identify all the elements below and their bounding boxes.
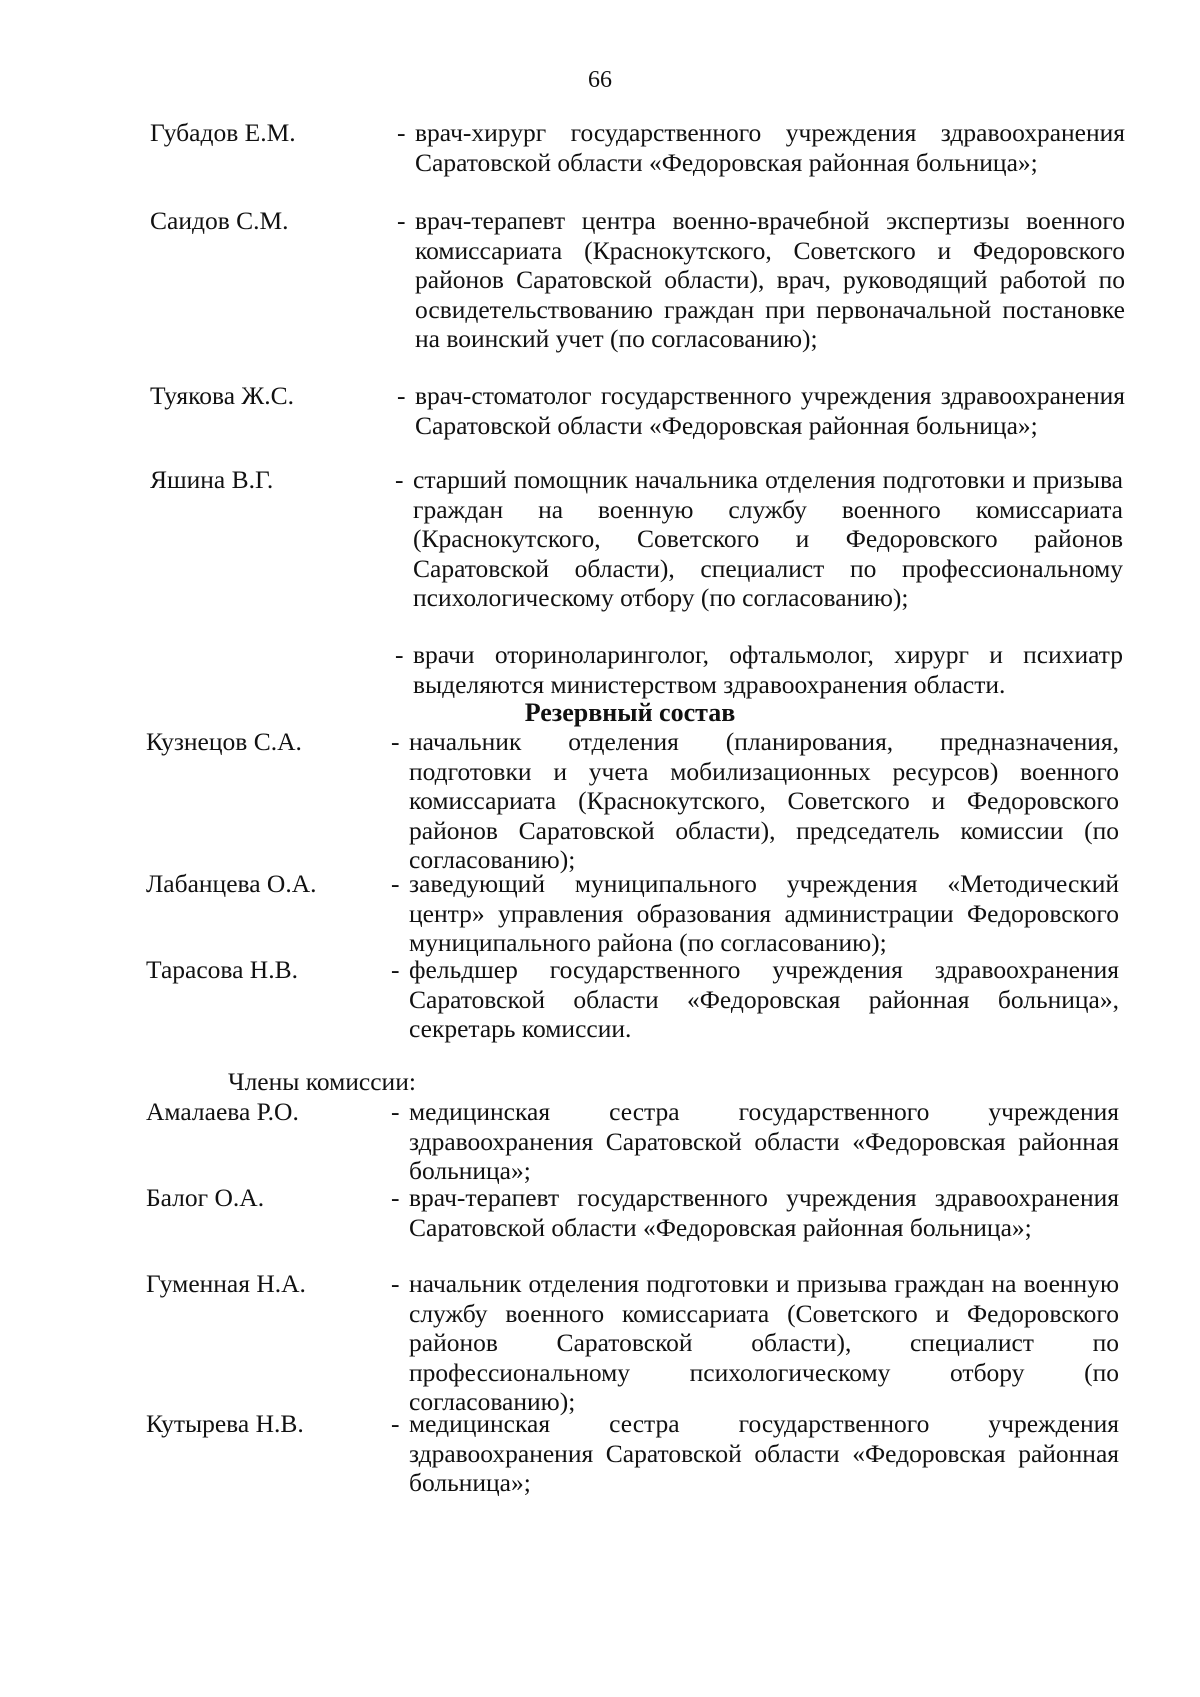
person-name: Туякова Ж.С.: [150, 381, 294, 410]
dash-marker: -: [391, 955, 400, 984]
dash-marker: -: [397, 118, 406, 147]
position-text: врачи оториноларинголог, офтальмолог, хирург и психиатр выделяются министерством здравоохранения области.: [413, 640, 1123, 699]
dash-marker: -: [391, 869, 400, 898]
person-position: [397, 118, 1125, 177]
position-text: старший помощник начальника отделения подготовки и призыва граждан на военную службу военного комиссариата (Краснокутского, Советского и Федоровского районов Саратовской области), специалист по профессиональному психологическому отбору (по согласованию);: [413, 465, 1123, 613]
reserve-heading: Резервный состав: [524, 698, 736, 727]
person-name: Балог О.А.: [146, 1183, 265, 1212]
person-name: Яшина В.Г.: [150, 465, 274, 494]
dash-marker: -: [391, 1409, 400, 1438]
person-position: [391, 1409, 1119, 1498]
person-name: Гуменная Н.А.: [146, 1269, 306, 1298]
person-position: [391, 1269, 1119, 1417]
person-position: [391, 955, 1119, 1044]
position-text: врач-терапевт центра военно-врачебной экспертизы военного комиссариата (Краснокутского, Советского и Федоровского районов Саратовской области), врач, руководящий работой по освидетельствованию граждан при первоначальной постановке на воинский учет (по согласованию);: [415, 206, 1125, 354]
person-position: [391, 727, 1119, 875]
dash-marker: -: [397, 381, 406, 410]
position-text: медицинская сестра государственного учреждения здравоохранения Саратовской области «Федоровская районная больница»;: [409, 1097, 1119, 1186]
members-label: Члены комиссии:: [228, 1067, 416, 1096]
dash-marker: -: [391, 1097, 400, 1126]
person-name: Саидов С.М.: [150, 206, 289, 235]
person-position: [395, 640, 1123, 699]
person-name: Кутырева Н.В.: [146, 1409, 304, 1438]
person-name: Амалаева Р.О.: [146, 1097, 299, 1126]
dash-marker: -: [391, 1183, 400, 1212]
position-text: врач-стоматолог государственного учреждения здравоохранения Саратовской области «Федоровская районная больница»;: [415, 381, 1125, 440]
position-text: начальник отделения подготовки и призыва граждан на военную службу военного комиссариата (Советского и Федоровского районов Саратовской области), специалист по профессиональному психологическому отбору (по согласованию);: [409, 1269, 1119, 1417]
person-name: Губадов Е.М.: [150, 118, 296, 147]
position-text: начальник отделения (планирования, предназначения, подготовки и учета мобилизационных ресурсов) военного комиссариата (Краснокутского, Советского и Федоровского районов Саратовской области), председатель комиссии (по согласованию);: [409, 727, 1119, 875]
position-text: медицинская сестра государственного учреждения здравоохранения Саратовской области «Федоровская районная больница»;: [409, 1409, 1119, 1498]
person-position: [395, 465, 1123, 613]
dash-marker: -: [395, 640, 404, 669]
person-position: [397, 206, 1125, 354]
position-text: врач-терапевт государственного учреждения здравоохранения Саратовской области «Федоровская районная больница»;: [409, 1183, 1119, 1242]
position-text: врач-хирург государственного учреждения здравоохранения Саратовской области «Федоровская районная больница»;: [415, 118, 1125, 177]
dash-marker: -: [391, 727, 400, 756]
person-position: [391, 869, 1119, 958]
person-name: Лабанцева О.А.: [146, 869, 317, 898]
dash-marker: -: [391, 1269, 400, 1298]
dash-marker: -: [395, 465, 404, 494]
person-name: Тарасова Н.В.: [146, 955, 298, 984]
page-number: 66: [588, 67, 612, 93]
position-text: фельдшер государственного учреждения здравоохранения Саратовской области «Федоровская районная больница», секретарь комиссии.: [409, 955, 1119, 1044]
person-position: [397, 381, 1125, 440]
position-text: заведующий муниципального учреждения «Методический центр» управления образования администрации Федоровского муниципального района (по согласованию);: [409, 869, 1119, 958]
person-name: Кузнецов С.А.: [146, 727, 302, 756]
person-position: [391, 1183, 1119, 1242]
dash-marker: -: [397, 206, 406, 235]
person-position: [391, 1097, 1119, 1186]
